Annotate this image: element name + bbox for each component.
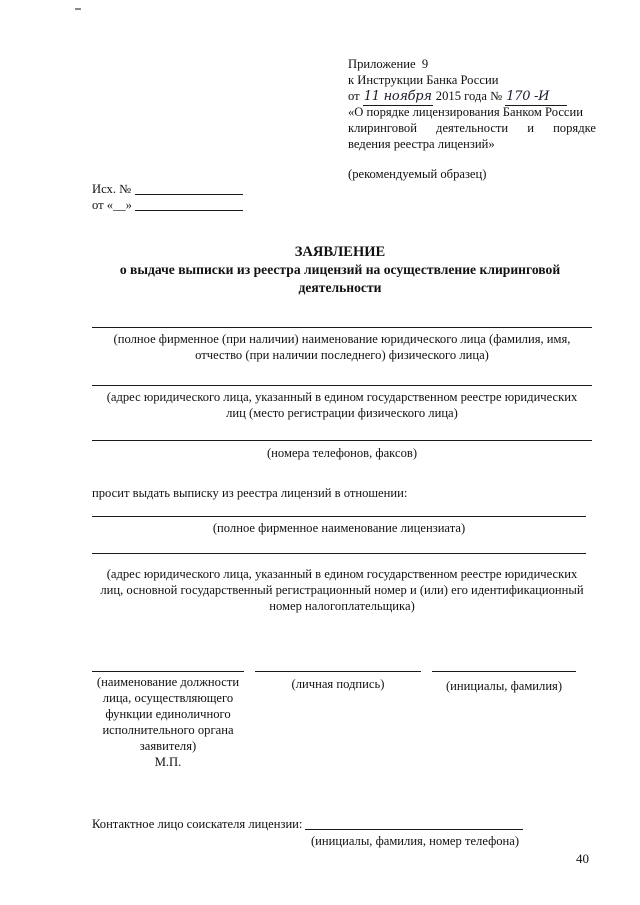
initials-hint: (инициалы, фамилия): [445, 679, 563, 693]
appendix-label: Приложение 9: [348, 57, 429, 71]
position-hint-line4: исполнительного органа: [102, 723, 234, 737]
applicant-address-hint-line1: (адрес юридического лица, указанный в едином государственном реестре юридических: [106, 390, 578, 404]
applicant-name-hint-line1: (полное фирменное (при наличии) наименование юридического лица (фамилия, имя,: [113, 332, 571, 346]
applicant-phones-field[interactable]: [92, 440, 592, 441]
recommended-sample-note: (рекомендуемый образец): [348, 167, 487, 181]
appendix-number: 9: [421, 57, 429, 71]
stamp-place: М.П.: [154, 755, 182, 769]
request-text: просит выдать выписку из реестра лицензий в отношении:: [92, 486, 408, 500]
personal-signature-field[interactable]: [255, 671, 421, 672]
position-hint-line1: (наименование должности: [96, 675, 240, 689]
handwritten-number: 170 -И: [505, 89, 567, 106]
licensee-address-hint-line1: (адрес юридического лица, указанный в едином государственном реестре юридических: [106, 567, 578, 581]
applicant-name-hint-line2: отчество (при наличии последнего) физического лица): [195, 348, 489, 362]
position-signature-field[interactable]: [92, 671, 244, 672]
outgoing-date-field[interactable]: [135, 210, 243, 211]
applicant-address-hint-line2: лиц (место регистрации физического лица): [226, 406, 458, 420]
regulation-title-line1: «О порядке лицензирования Банком России: [348, 105, 583, 119]
applicant-phones-hint: (номера телефонов, факсов): [266, 446, 418, 460]
scan-artifact: [75, 8, 81, 10]
applicant-name-field[interactable]: [92, 327, 592, 328]
handwritten-date: 11 ноября: [363, 89, 432, 104]
applicant-address-field[interactable]: [92, 385, 592, 386]
position-hint-line3: функции единоличного: [105, 707, 231, 721]
approval-date-line: от 11 ноября 2015 года № 170 -И: [348, 88, 567, 106]
document-subtitle-line2: деятельности: [298, 280, 382, 295]
page-number: 40: [576, 851, 589, 866]
personal-signature-hint: (личная подпись): [291, 677, 385, 691]
outgoing-date-label: от «__»: [92, 198, 132, 212]
contact-person-field[interactable]: [305, 829, 523, 830]
instruction-reference: к Инструкции Банка России: [348, 73, 499, 87]
outgoing-number-label: Исх. №: [92, 182, 132, 196]
regulation-title-line2: клиринговой деятельности и порядке: [348, 121, 596, 135]
licensee-address-field[interactable]: [92, 553, 586, 554]
contact-person-label: Контактное лицо соискателя лицензии:: [92, 817, 303, 831]
licensee-name-field[interactable]: [92, 516, 586, 517]
document-title: ЗАЯВЛЕНИЕ: [294, 244, 386, 260]
contact-person-hint: (инициалы, фамилия, номер телефона): [310, 834, 520, 848]
initials-signature-field[interactable]: [432, 671, 576, 672]
position-hint-line2: лица, осуществляющего: [102, 691, 234, 705]
outgoing-number-field[interactable]: [135, 194, 243, 195]
licensee-address-hint-line3: номер налогоплательщика): [269, 599, 415, 613]
licensee-name-hint: (полное фирменное наименование лицензиата): [212, 521, 466, 535]
document-subtitle-line1: о выдаче выписки из реестра лицензий на осуществление клиринговой: [119, 262, 561, 277]
regulation-title-line3: ведения реестра лицензий»: [348, 137, 495, 151]
position-hint-line5: заявителя): [139, 739, 197, 753]
licensee-address-hint-line2: лиц, основной государственный регистрационный номер и (или) его идентификационный: [100, 583, 584, 597]
